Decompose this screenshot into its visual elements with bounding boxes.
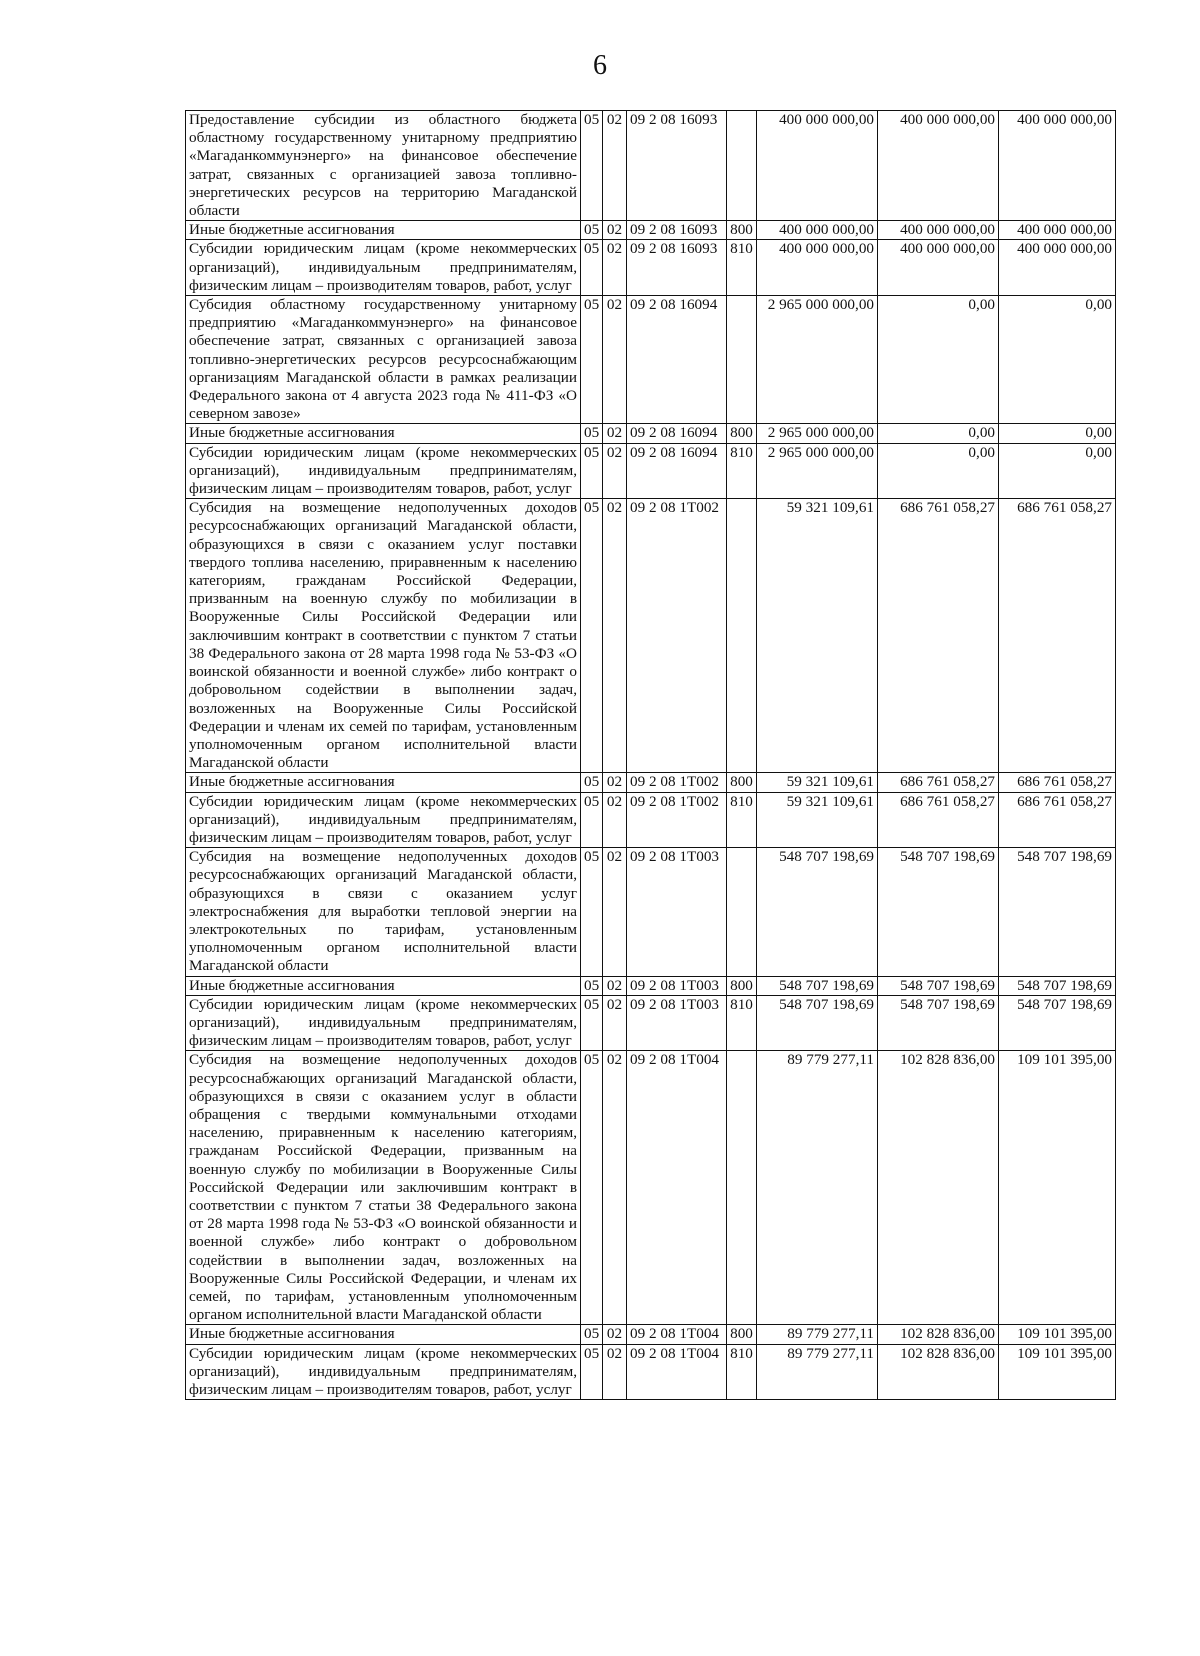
- expense-type-cell: 810: [727, 792, 757, 848]
- target-article-cell: 09 2 08 1Т003: [627, 976, 727, 995]
- section-code-cell: 05: [581, 443, 603, 499]
- section-code-cell: 05: [581, 240, 603, 296]
- section-code-cell: 05: [581, 848, 603, 976]
- table-row: [186, 221, 1116, 240]
- target-article-cell: 09 2 08 1Т002: [627, 792, 727, 848]
- subsection-code-cell: 02: [603, 1325, 627, 1344]
- table-row: [186, 1051, 1116, 1325]
- section-code-cell: 05: [581, 773, 603, 792]
- amount-year2-cell: 548 707 198,69: [878, 848, 999, 976]
- amount-year1-cell: 2 965 000 000,00: [757, 424, 878, 443]
- amount-year1-cell: 59 321 109,61: [757, 773, 878, 792]
- target-article-cell: 09 2 08 1Т004: [627, 1325, 727, 1344]
- amount-year3-cell: 686 761 058,27: [999, 773, 1116, 792]
- budget-table: [185, 110, 1116, 1400]
- amount-year2-cell: 0,00: [878, 296, 999, 424]
- section-code-cell: 05: [581, 1344, 603, 1400]
- target-article-cell: 09 2 08 16094: [627, 296, 727, 424]
- subsection-code-cell: 02: [603, 1344, 627, 1400]
- target-article-cell: 09 2 08 1Т003: [627, 995, 727, 1051]
- target-article-cell: 09 2 08 1Т002: [627, 499, 727, 773]
- amount-year2-cell: 400 000 000,00: [878, 111, 999, 221]
- table-row: [186, 1325, 1116, 1344]
- amount-year1-cell: 548 707 198,69: [757, 848, 878, 976]
- table-row: [186, 792, 1116, 848]
- table-row: [186, 296, 1116, 424]
- amount-year2-cell: 686 761 058,27: [878, 773, 999, 792]
- amount-year1-cell: 89 779 277,11: [757, 1051, 878, 1325]
- expense-type-cell: [727, 499, 757, 773]
- row-name-cell: Субсидия на возмещение недополученных доходов ресурсоснабжающих организаций Магаданской области, образующихся в связи с оказанием услуг поставки твердого топлива населению, приравненным к населению категориям, гражданам Российской Федерации, призванным на военную службу по мобилизации в Вооруженные Силы Российской Федерации или заключившим контракт в соответствии с пунктом 7 статьи 38 Федерального закона от 28 марта 1998 года № 53-ФЗ «О воинской обязанности и военной службе» либо контракт о добровольном содействии в выполнении задач, возложенных на Вооруженные Силы Российской Федерации и членам их семей по тарифам, установленным уполномоченным органом исполнительной власти Магаданской области: [186, 499, 581, 773]
- section-code-cell: 05: [581, 976, 603, 995]
- subsection-code-cell: 02: [603, 792, 627, 848]
- amount-year1-cell: 59 321 109,61: [757, 499, 878, 773]
- amount-year2-cell: 400 000 000,00: [878, 240, 999, 296]
- expense-type-cell: [727, 111, 757, 221]
- section-code-cell: 05: [581, 221, 603, 240]
- amount-year3-cell: 686 761 058,27: [999, 499, 1116, 773]
- subsection-code-cell: 02: [603, 1051, 627, 1325]
- expense-type-cell: [727, 848, 757, 976]
- amount-year3-cell: 109 101 395,00: [999, 1325, 1116, 1344]
- amount-year3-cell: 109 101 395,00: [999, 1051, 1116, 1325]
- expense-type-cell: [727, 296, 757, 424]
- row-name-cell: Субсидии юридическим лицам (кроме некоммерческих организаций), индивидуальным предпринимателям, физическим лицам – производителям товаров, работ, услуг: [186, 792, 581, 848]
- amount-year2-cell: 102 828 836,00: [878, 1051, 999, 1325]
- subsection-code-cell: 02: [603, 424, 627, 443]
- amount-year3-cell: 0,00: [999, 443, 1116, 499]
- row-name-cell: Субсидии юридическим лицам (кроме некоммерческих организаций), индивидуальным предпринимателям, физическим лицам – производителям товаров, работ, услуг: [186, 240, 581, 296]
- expense-type-cell: 800: [727, 221, 757, 240]
- section-code-cell: 05: [581, 792, 603, 848]
- amount-year1-cell: 89 779 277,11: [757, 1344, 878, 1400]
- target-article-cell: 09 2 08 1Т003: [627, 848, 727, 976]
- expense-type-cell: 800: [727, 424, 757, 443]
- expense-type-cell: 800: [727, 773, 757, 792]
- target-article-cell: 09 2 08 16093: [627, 240, 727, 296]
- amount-year3-cell: 400 000 000,00: [999, 111, 1116, 221]
- subsection-code-cell: 02: [603, 111, 627, 221]
- amount-year1-cell: 89 779 277,11: [757, 1325, 878, 1344]
- expense-type-cell: 810: [727, 443, 757, 499]
- amount-year2-cell: 548 707 198,69: [878, 976, 999, 995]
- table-row: [186, 111, 1116, 221]
- expense-type-cell: 810: [727, 240, 757, 296]
- subsection-code-cell: 02: [603, 296, 627, 424]
- table-row: [186, 773, 1116, 792]
- table-row: [186, 848, 1116, 976]
- section-code-cell: 05: [581, 499, 603, 773]
- expense-type-cell: 810: [727, 1344, 757, 1400]
- amount-year3-cell: 400 000 000,00: [999, 240, 1116, 296]
- subsection-code-cell: 02: [603, 443, 627, 499]
- subsection-code-cell: 02: [603, 240, 627, 296]
- amount-year3-cell: 400 000 000,00: [999, 221, 1116, 240]
- amount-year3-cell: 548 707 198,69: [999, 976, 1116, 995]
- row-name-cell: Иные бюджетные ассигнования: [186, 976, 581, 995]
- amount-year1-cell: 548 707 198,69: [757, 995, 878, 1051]
- expense-type-cell: [727, 1051, 757, 1325]
- subsection-code-cell: 02: [603, 499, 627, 773]
- section-code-cell: 05: [581, 1051, 603, 1325]
- expense-type-cell: 800: [727, 1325, 757, 1344]
- row-name-cell: Иные бюджетные ассигнования: [186, 1325, 581, 1344]
- row-name-cell: Субсидия на возмещение недополученных доходов ресурсоснабжающих организаций Магаданской области, образующихся в связи с оказанием услуг электроснабжения для выработки тепловой энергии на электрокотельных по тарифам, установленным уполномоченным органом исполнительной власти Магаданской области: [186, 848, 581, 976]
- row-name-cell: Субсидии юридическим лицам (кроме некоммерческих организаций), индивидуальным предпринимателям, физическим лицам – производителям товаров, работ, услуг: [186, 443, 581, 499]
- table-body: [186, 111, 1116, 1400]
- target-article-cell: 09 2 08 1Т004: [627, 1051, 727, 1325]
- amount-year3-cell: 0,00: [999, 296, 1116, 424]
- amount-year1-cell: 400 000 000,00: [757, 240, 878, 296]
- section-code-cell: 05: [581, 1325, 603, 1344]
- amount-year1-cell: 400 000 000,00: [757, 221, 878, 240]
- subsection-code-cell: 02: [603, 995, 627, 1051]
- amount-year1-cell: 2 965 000 000,00: [757, 443, 878, 499]
- amount-year2-cell: 400 000 000,00: [878, 221, 999, 240]
- table-row: [186, 240, 1116, 296]
- amount-year2-cell: 102 828 836,00: [878, 1344, 999, 1400]
- target-article-cell: 09 2 08 16093: [627, 221, 727, 240]
- target-article-cell: 09 2 08 1Т004: [627, 1344, 727, 1400]
- section-code-cell: 05: [581, 111, 603, 221]
- amount-year2-cell: 548 707 198,69: [878, 995, 999, 1051]
- amount-year1-cell: 400 000 000,00: [757, 111, 878, 221]
- subsection-code-cell: 02: [603, 221, 627, 240]
- row-name-cell: Предоставление субсидии из областного бюджета областному государственному унитарному предприятию «Магаданкоммунэнерго» на финансовое обеспечение затрат, связанных с организацией завоза топливно-энергетических ресурсов на территорию Магаданской области: [186, 111, 581, 221]
- amount-year2-cell: 686 761 058,27: [878, 792, 999, 848]
- amount-year1-cell: 2 965 000 000,00: [757, 296, 878, 424]
- row-name-cell: Субсидия на возмещение недополученных доходов ресурсоснабжающих организаций Магаданской области, образующихся в связи с оказанием услуг в области обращения с твердыми коммунальными отходами населению, приравненным к населению категориям, гражданам Российской Федерации, призванным на военную службу по мобилизации в Вооруженные Силы Российской Федерации или заключившим контракт в соответствии с пунктом 7 статьи 38 Федерального закона от 28 марта 1998 года № 53-ФЗ «О воинской обязанности и военной службе» либо контракт о добровольном содействии в выполнении задач, возложенных на Вооруженные Силы Российской Федерации, и членам их семей, по тарифам, установленным уполномоченным органом исполнительной власти Магаданской области: [186, 1051, 581, 1325]
- table-row: [186, 443, 1116, 499]
- amount-year2-cell: 102 828 836,00: [878, 1325, 999, 1344]
- section-code-cell: 05: [581, 424, 603, 443]
- row-name-cell: Субсидии юридическим лицам (кроме некоммерческих организаций), индивидуальным предпринимателям, физическим лицам – производителям товаров, работ, услуг: [186, 1344, 581, 1400]
- section-code-cell: 05: [581, 995, 603, 1051]
- expense-type-cell: 810: [727, 995, 757, 1051]
- amount-year1-cell: 548 707 198,69: [757, 976, 878, 995]
- amount-year2-cell: 0,00: [878, 424, 999, 443]
- table-row: [186, 976, 1116, 995]
- section-code-cell: 05: [581, 296, 603, 424]
- row-name-cell: Субсидии юридическим лицам (кроме некоммерческих организаций), индивидуальным предпринимателям, физическим лицам – производителям товаров, работ, услуг: [186, 995, 581, 1051]
- amount-year2-cell: 0,00: [878, 443, 999, 499]
- table-row: [186, 499, 1116, 773]
- target-article-cell: 09 2 08 16094: [627, 424, 727, 443]
- amount-year3-cell: 548 707 198,69: [999, 848, 1116, 976]
- amount-year3-cell: 686 761 058,27: [999, 792, 1116, 848]
- table-row: [186, 424, 1116, 443]
- row-name-cell: Иные бюджетные ассигнования: [186, 773, 581, 792]
- amount-year3-cell: 109 101 395,00: [999, 1344, 1116, 1400]
- amount-year3-cell: 548 707 198,69: [999, 995, 1116, 1051]
- amount-year3-cell: 0,00: [999, 424, 1116, 443]
- target-article-cell: 09 2 08 1Т002: [627, 773, 727, 792]
- target-article-cell: 09 2 08 16094: [627, 443, 727, 499]
- table-row: [186, 995, 1116, 1051]
- row-name-cell: Субсидия областному государственному унитарному предприятию «Магаданкоммунэнерго» на финансовое обеспечение затрат, связанных с организацией завоза топливно-энергетических ресурсов ресурсоснабжающим организациям Магаданской области в рамках реализации Федерального закона от 4 августа 2023 года № 411-ФЗ «О северном завозе»: [186, 296, 581, 424]
- amount-year2-cell: 686 761 058,27: [878, 499, 999, 773]
- subsection-code-cell: 02: [603, 976, 627, 995]
- row-name-cell: Иные бюджетные ассигнования: [186, 221, 581, 240]
- expense-type-cell: 800: [727, 976, 757, 995]
- row-name-cell: Иные бюджетные ассигнования: [186, 424, 581, 443]
- subsection-code-cell: 02: [603, 773, 627, 792]
- target-article-cell: 09 2 08 16093: [627, 111, 727, 221]
- page-number: 6: [593, 50, 607, 81]
- amount-year1-cell: 59 321 109,61: [757, 792, 878, 848]
- subsection-code-cell: 02: [603, 848, 627, 976]
- table-row: [186, 1344, 1116, 1400]
